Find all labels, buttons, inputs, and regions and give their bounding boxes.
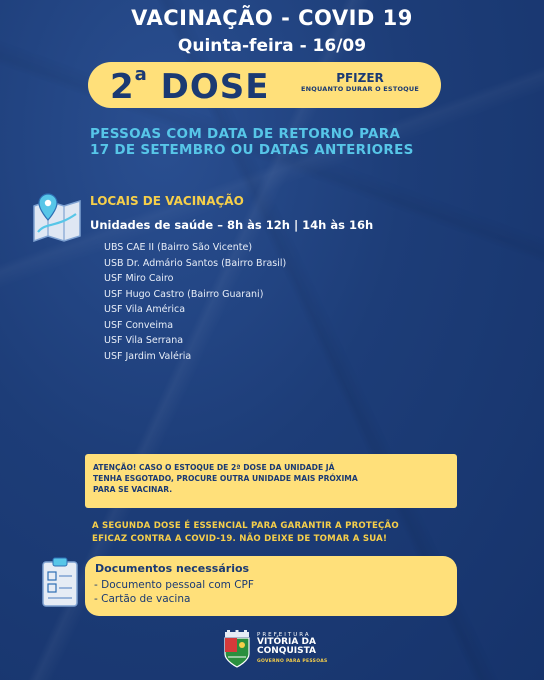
city-crest-icon <box>222 630 252 668</box>
poster-date: Quinta-feira - 16/09 <box>177 36 367 56</box>
vaccine-info <box>290 72 430 94</box>
audience-line-1: PESSOAS COM DATA DE RETORNO PARA <box>90 126 401 142</box>
list-item: USF Conveima <box>104 319 174 331</box>
dose-ordinal: a <box>134 64 148 85</box>
essential-line-2: EFICAZ CONTRA A COVID-19. NÃO DEIXE DE TOMAR A SUA! <box>92 534 388 544</box>
essential-message <box>92 520 532 546</box>
attention-text <box>93 462 453 495</box>
documents-list <box>94 578 254 606</box>
list-item: USF Vila América <box>104 304 186 315</box>
city-name <box>257 638 316 656</box>
list-item: USF Vila Serrana <box>104 335 184 346</box>
city-name-line-2: CONQUISTA <box>257 646 316 656</box>
map-icon <box>30 192 84 242</box>
locations-heading: LOCAIS DE VACINAÇÃO <box>90 194 244 208</box>
dose-label <box>110 64 270 107</box>
unit-list <box>104 240 286 364</box>
audience-line-2: 17 DE SETEMBRO OU DATAS ANTERIORES <box>90 142 414 158</box>
documents-title: Documentos necessários <box>95 562 250 575</box>
essential-line-1: A SEGUNDA DOSE É ESSENCIAL PARA GARANTIR A PROTEÇÃO <box>92 521 399 531</box>
vaccine-note: ENQUANTO DURAR O ESTOQUE <box>300 85 420 93</box>
list-item: USF Hugo Castro (Bairro Guarani) <box>104 288 264 300</box>
list-item: USB Dr. Admário Santos (Bairro Brasil) <box>104 257 287 269</box>
attention-line-3: PARA SE VACINAR. <box>93 485 173 494</box>
list-item: USF Jardim Valéria <box>104 350 192 362</box>
attention-line-2: TENHA ESGOTADO, PROCURE OUTRA UNIDADE MAIS PRÓXIMA <box>93 474 358 483</box>
dose-number: 2 <box>110 67 135 107</box>
vaccine-name: PFIZER <box>336 71 384 85</box>
opening-hours: Unidades de saúde – 8h às 12h | 14h às 16h <box>90 218 374 232</box>
dose-word: DOSE <box>160 67 270 107</box>
clipboard-icon <box>40 556 82 608</box>
city-name-line-1: VITÓRIA DA <box>257 637 316 647</box>
list-item: - Documento pessoal com CPF <box>94 579 254 591</box>
poster-title: VACINAÇÃO - COVID 19 <box>131 6 413 30</box>
audience-text <box>90 126 530 158</box>
list-item: USF Miro Cairo <box>104 273 174 284</box>
attention-line-1: ATENÇÃO! CASO O ESTOQUE DE 2ª DOSE DA UNIDADE JÁ <box>93 463 335 472</box>
list-item: UBS CAE II (Bairro São Vicente) <box>104 242 253 253</box>
government-slogan: GOVERNO PARA PESSOAS <box>257 659 328 664</box>
prefeitura-label: PREFEITURA <box>257 632 311 638</box>
list-item: - Cartão de vacina <box>94 593 191 605</box>
